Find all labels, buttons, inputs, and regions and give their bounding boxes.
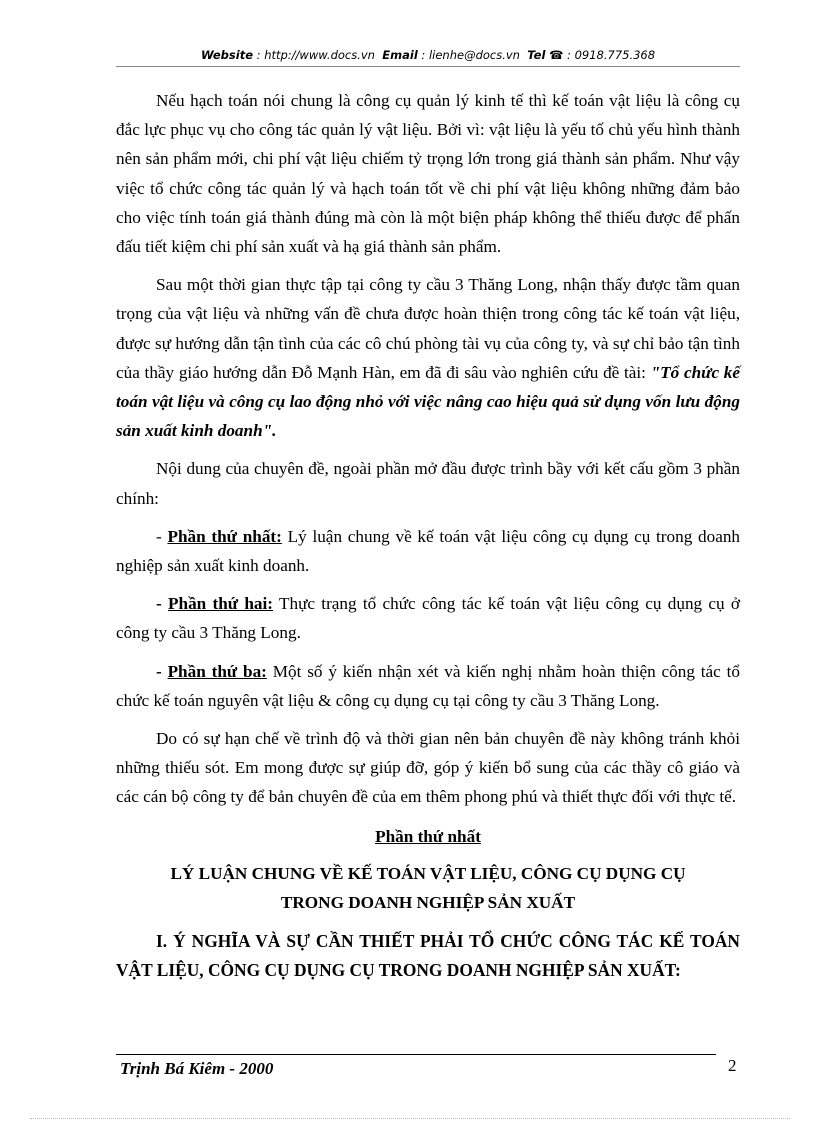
footer-author: Trịnh Bá Kiêm - 2000 — [120, 1059, 274, 1078]
dash: - — [156, 526, 162, 546]
page-header — [116, 48, 740, 62]
paragraph-internship — [116, 270, 740, 445]
part-three-label: Phần thứ ba: — [167, 661, 267, 681]
part-three-item — [116, 657, 740, 715]
dash: - — [156, 661, 162, 681]
internship-text: Sau một thời gian thực tập tại công ty cầu 3 Thăng Long, nhận thấy được tầm quan trọng của vật liệu và những vấn đề chưa được hoàn thiện trong công tác kế toán vật liệu, được sự hướng dẫn tận tình của các cô chú phòng tài vụ của công ty, và sự chỉ bảo tận tình của thầy giáo hướng dẫn Đỗ Mạnh Hàn, em đã đi sâu vào nghiên cứu đề tài: — [116, 275, 740, 382]
website-label: Website — [200, 48, 254, 62]
page-edge — [30, 1118, 790, 1119]
document-body — [116, 86, 740, 995]
header-divider — [116, 66, 740, 67]
email-label: Email — [382, 48, 418, 62]
part-title — [116, 822, 740, 851]
part-three-text: Một số ý kiến nhận xét và kiến nghị nhằm hoàn thiện công tác tổ chức kế toán nguyên vật liệu & công cụ dụng cụ tại công ty cầu 3 Thăng Long. — [116, 661, 740, 710]
part-two-item — [116, 589, 740, 647]
paragraph-structure: Nội dung của chuyên đề, ngoài phần mở đầu được trình bầy với kết cấu gồm 3 phần chính: — [116, 459, 740, 508]
section-title: I. Ý NGHĨA VÀ SỰ CẦN THIẾT PHẢI TỔ CHỨC CÔNG TÁC KẾ TOÁN VẬT LIỆU, CÔNG CỤ DỤNG CỤ TRONG DOANH NGHIỆP SẢN XUẤT: — [116, 930, 740, 981]
part-title-text: Phần thứ nhất — [375, 826, 481, 846]
part-two-label: Phần thứ hai: — [168, 594, 274, 614]
main-title-line-2: TRONG DOANH NGHIỆP SẢN XUẤT — [280, 892, 576, 912]
part-two-text: Thực trạng tổ chức công tác kế toán vật liệu công cụ dụng cụ ở công ty cầu 3 Thăng Long. — [116, 594, 740, 643]
part-one-text: Lý luận chung về kế toán vật liệu công cụ dụng cụ trong doanh nghiệp sản xuất kinh doanh. — [116, 526, 741, 576]
footer-divider — [116, 1054, 716, 1055]
email-address: : lienhe@docs.vn — [421, 48, 520, 62]
part-one-item — [116, 522, 740, 580]
topic-title: "Tổ chức kế toán vật liệu và công cụ lao động nhỏ với việc nâng cao hiệu quả sử dụng vốn lưu động sản xuất kinh doanh". — [116, 362, 740, 441]
website-url: : http://www.docs.vn — [256, 48, 375, 62]
paragraph-intro: Nếu hạch toán nói chung là công cụ quản lý kinh tế thì kế toán vật liệu là công cụ đắc lực phục vụ cho công tác quản lý vật liệu. Bởi vì: vật liệu là yếu tố chủ yếu hình thành nên sản phẩm mới, chi phí vật liệu chiếm tỷ trọng lớn trong giá thành sản phẩm. Như vậy việc tổ chức công tác quản lý và hạch toán tốt về chi phí vật liệu không những đảm bảo cho việc tính toán giá thành đúng mà còn là một biện pháp không thể thiếu được để phấn đấu tiết kiệm chi phí sản xuất và hạ giá thành sản phẩm. — [116, 91, 740, 257]
phone-number: : 0918.775.368 — [567, 48, 656, 62]
main-title-line-1: LÝ LUẬN CHUNG VỀ KẾ TOÁN VẬT LIỆU, CÔNG CỤ DỤNG CỤ — [170, 863, 686, 883]
main-title — [116, 859, 740, 917]
dash: - — [156, 594, 162, 614]
page-number: 2 — [728, 1056, 737, 1075]
tel-label: Tel — [527, 48, 546, 62]
phone-icon: ☎ — [549, 48, 564, 62]
paragraph-closing: Do có sự hạn chế về trình độ và thời gian nên bản chuyên đề này không tránh khỏi những thiếu sót. Em mong được sự giúp đỡ, góp ý kiến bổ sung của các thầy cô giáo và các cán bộ công ty để bản chuyên đề của em thêm phong phú và thiết thực đối với thực tế. — [116, 729, 740, 807]
part-one-label: Phần thứ nhất: — [167, 526, 282, 546]
